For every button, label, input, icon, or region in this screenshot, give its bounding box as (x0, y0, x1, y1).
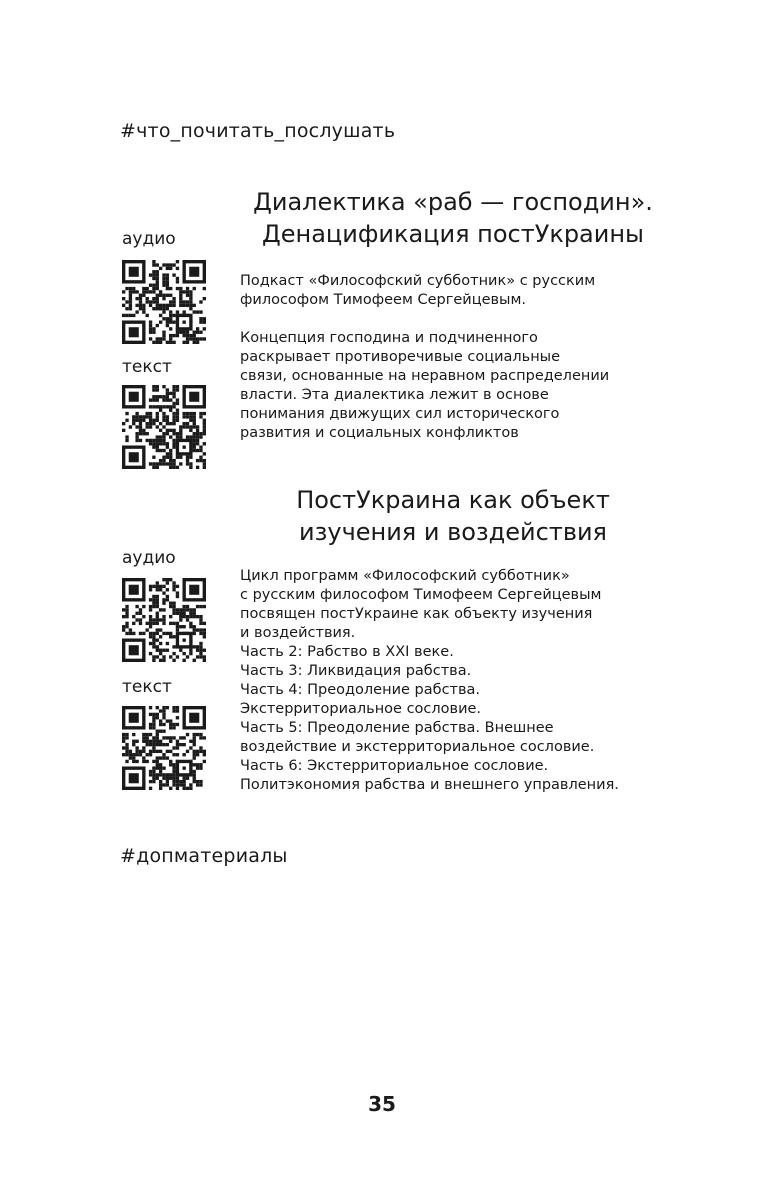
section-1-text-label: текст (122, 357, 172, 377)
qr-code-icon (122, 260, 206, 344)
section-1-title (238, 186, 668, 250)
section-2-text-qr-code[interactable] (122, 706, 206, 790)
section-2-title-line-2: изучения и воздействия (299, 518, 607, 546)
section-2-title-line-1: ПостУкраина как объект (296, 486, 610, 514)
section-1-text-qr-code[interactable] (122, 385, 206, 469)
section-2-audio-label: аудио (122, 548, 176, 568)
section-2-text-label: текст (122, 677, 172, 697)
qr-code-icon (122, 706, 206, 790)
section-1-paragraph-1: Подкаст «Философский субботник» с русским философом Тимофеем Сергейцевым. (240, 273, 596, 308)
section-1-title-line-1: Диалектика «раб — господин». (253, 188, 653, 216)
section-1-audio-qr-code[interactable] (122, 260, 206, 344)
hashtag-extra-materials: #допматериалы (120, 845, 288, 867)
page-number: 35 (368, 1092, 396, 1116)
hashtag-what-to-read: #что_почитать_послушать (120, 120, 396, 142)
section-2-title (238, 484, 668, 548)
section-1-audio-label: аудио (122, 229, 176, 249)
section-2-audio-qr-code[interactable] (122, 578, 206, 662)
section-2-paragraph: Цикл программ «Философский субботник» с русским философом Тимофеем Сергейцевым посвящен постУкраине как объекту изучения и воздействия. Часть 2: Рабство в XXI веке. Часть 3: Ликвидация рабства. Часть 4: Преодоление рабства. Экстерриториальное сословие. Часть 5: Преодоление рабства. Внешнее воздействие и экстерриториальное сословие. Часть 6: Экстерриториальное сословие. Политэкономия рабства и внешнего управления. (240, 568, 619, 793)
qr-code-icon (122, 385, 206, 469)
section-1-paragraph-2: Концепция господина и подчиненного раскрывает противоречивые социальные связи, основанные на неравном распределении власти. Эта диалектика лежит в основе понимания движущих сил исторического развития и социальных конфликтов (240, 330, 610, 441)
qr-code-icon (122, 578, 206, 662)
section-1-title-line-2: Денацификация постУкраины (261, 220, 645, 248)
